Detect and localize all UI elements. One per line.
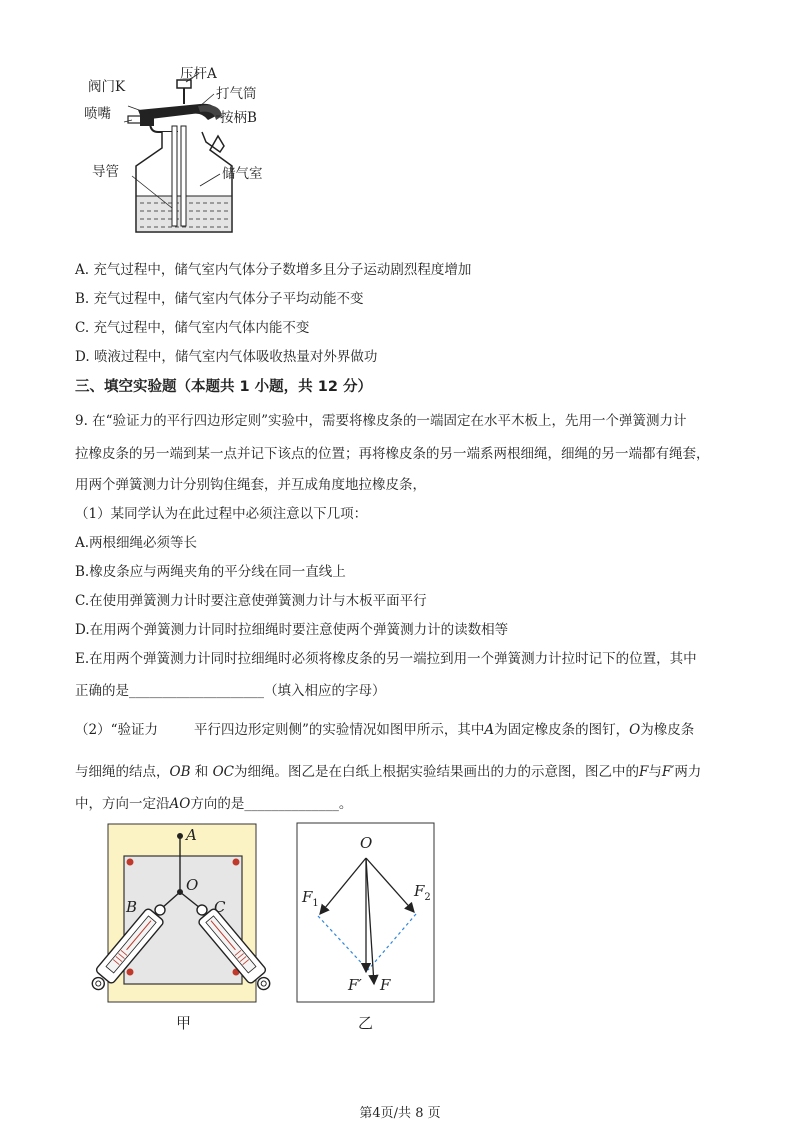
nozzle-label: 喷嘴 (84, 106, 111, 122)
q8-option-a (75, 260, 471, 280)
option-letter: B. (75, 291, 90, 307)
symbol-F: F (639, 764, 649, 780)
q9-part1-option-e: E.在用两个弹簧测力计同时拉细绳时必须将橡皮条的另一端拉到用一个弹簧测力计拉时记下的位置，其中 (75, 651, 697, 667)
handle-label: 按柄B (220, 110, 257, 126)
figure-yi (296, 822, 436, 1004)
label-A: A (186, 826, 197, 844)
q8-option-c (75, 318, 309, 338)
q8-option-d (75, 347, 377, 367)
option-letter: D. (75, 349, 90, 365)
answer-prefix: 正确的是 (75, 683, 129, 699)
figure-jia (88, 822, 278, 1007)
symbol-A: A (484, 722, 495, 738)
symbol-F-prime: F′ (661, 764, 675, 780)
q8-option-b (75, 289, 364, 309)
pin-icon (127, 859, 134, 866)
valve-label: 阀门K (88, 79, 126, 95)
answer-suffix: （填入相应的字母） (264, 683, 386, 699)
label-F1 (302, 888, 319, 909)
text-span: 和 (194, 764, 209, 780)
option-text: 充气过程中，储气室内气体分子平均动能不变 (93, 291, 364, 307)
label-C: C (214, 898, 226, 916)
answer-blank[interactable]: ____________________ (129, 683, 264, 699)
q9-part2-line-3 (75, 794, 352, 814)
sprayer-figure (80, 58, 280, 248)
text-span: 与细绳的结点， (75, 764, 170, 780)
symbol-O: O (629, 722, 641, 738)
text-span: 平行四边形定则侧”的实验情况如图甲所示，其中 (194, 722, 485, 738)
q9-stem-line-1: 9. 在“验证力的平行四边形定则”实验中，需要将橡皮条的一端固定在水平木板上，先用一个弹簧测力计 (75, 413, 687, 429)
answer-blank[interactable]: ______________ (244, 796, 339, 812)
label-F2-letter: F (414, 882, 425, 900)
text-span: 中，方向一定沿 (75, 796, 170, 812)
q9-part1-option-d: D.在用两个弹簧测力计同时拉细绳时要注意使两个弹簧测力计的读数相等 (75, 622, 509, 638)
option-letter: A. (75, 262, 90, 278)
q9-part1-intro: （1）某同学认为在此过程中必须注意以下几项： (75, 506, 368, 522)
section-heading: 三、填空实验题（本题共 1 小题，共 12 分） (75, 379, 372, 395)
q9-part2-line-2 (75, 762, 701, 782)
label-F2-subscript: 2 (424, 892, 431, 903)
option-text: 充气过程中，储气室内气体内能不变 (93, 320, 310, 336)
q9-stem-line-2: 拉橡皮条的另一端到某一点并记下该点的位置；再将橡皮条的另一端系两根细绳，细绳的另一端都有绳套， (75, 446, 710, 462)
tube-label: 导管 (92, 164, 119, 180)
option-letter: C. (75, 320, 90, 336)
label-F2 (414, 882, 431, 903)
label-F1-subscript: 1 (312, 898, 319, 909)
page-footer: 第4页/共 8 页 (359, 1106, 441, 1121)
text-span: 为细绳。图乙是在白纸上根据实验结果画出的力的示意图，图乙中的 (234, 764, 639, 780)
text-span: 。 (338, 796, 353, 812)
label-O: O (360, 834, 373, 852)
q9-part1-answer-line (75, 681, 386, 701)
option-text: 充气过程中，储气室内气体分子数增多且分子运动剧烈程度增加 (93, 262, 472, 278)
label-F1-letter: F (302, 888, 313, 906)
label-O: O (186, 876, 199, 894)
pin-icon (233, 859, 240, 866)
pin-icon (127, 969, 134, 976)
caption-jia: 甲 (176, 1014, 192, 1032)
q9-part1-option-a: A.两根细绳必须等长 (75, 535, 198, 551)
text-span: 两力 (674, 764, 702, 780)
experiment-board-diagram (88, 822, 278, 1007)
rod-label: 压杆A (180, 66, 217, 82)
text-span: （2）“验证力 (75, 722, 158, 738)
text-span: 与 (648, 764, 662, 780)
chamber-label: 储气室 (222, 166, 263, 182)
option-text: 喷液过程中，储气室内气体吸收热量对外界做功 (93, 349, 378, 365)
q9-part2-line-1 (75, 720, 694, 740)
caption-yi: 乙 (358, 1014, 374, 1032)
label-F-prime: F′ (348, 976, 362, 994)
symbol-AO: AO (169, 796, 191, 812)
q9-part1-option-b: B.橡皮条应与两绳夹角的平分线在同一直线上 (75, 564, 346, 580)
text-span: 为固定橡皮条的图钉， (494, 722, 630, 738)
label-B: B (126, 898, 138, 916)
q9-stem-line-3: 用两个弹簧测力计分别钩住绳套，并互成角度地拉橡皮条， (75, 477, 426, 493)
label-F: F (380, 976, 391, 994)
text-span: 方向的是 (190, 796, 245, 812)
pump-label: 打气筒 (216, 86, 257, 102)
symbol-OC: OC (212, 764, 234, 780)
symbol-OB: OB (169, 764, 191, 780)
q9-part1-option-c: C.在使用弹簧测力计时要注意使弹簧测力计与木板平面平行 (75, 593, 427, 609)
text-span: 为橡皮条 (640, 722, 695, 738)
